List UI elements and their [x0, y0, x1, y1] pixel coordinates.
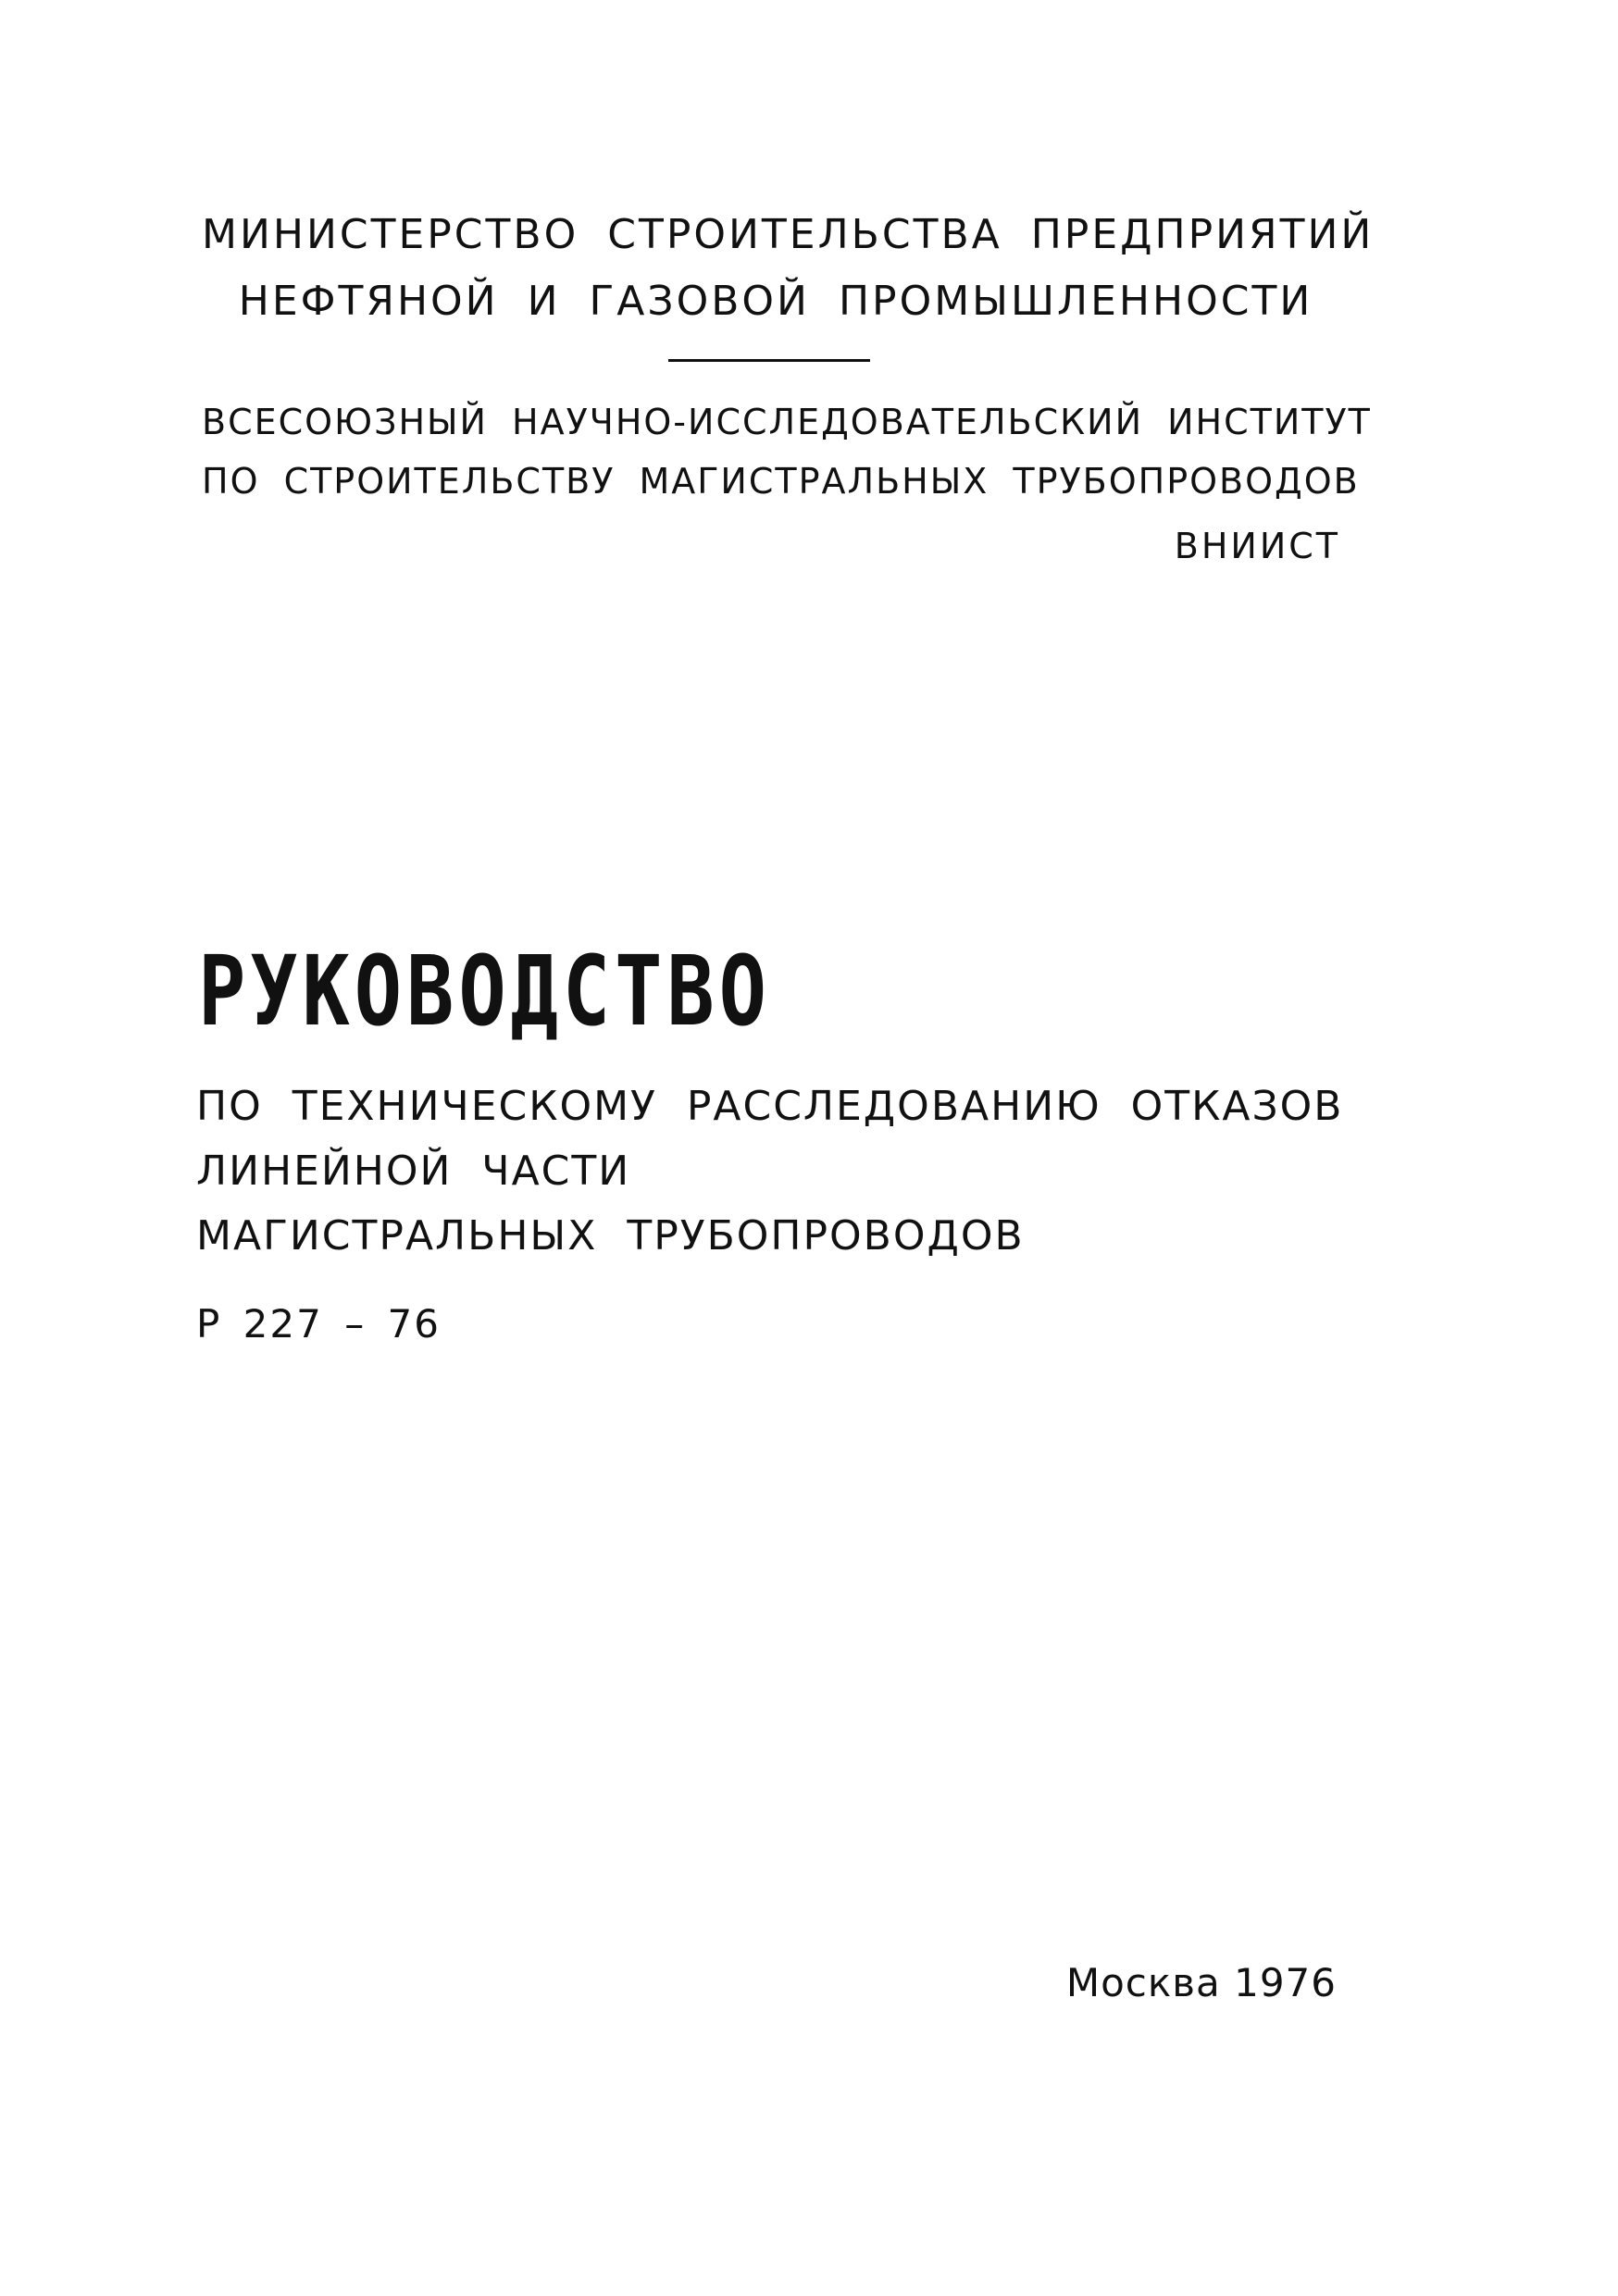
document-subtitle-line-1: ПО ТЕХНИЧЕСКОМУ РАССЛЕДОВАНИЮ ОТКАЗОВ: [196, 1083, 1344, 1130]
document-subtitle-line-2: ЛИНЕЙНОЙ ЧАСТИ: [196, 1148, 631, 1195]
document-title: РУКОВОДСТВО: [198, 935, 771, 1048]
document-subtitle-line-3: МАГИСТРАЛЬНЫХ ТРУБОПРОВОДОВ: [196, 1212, 1025, 1260]
institute-name-line-2: ПО СТРОИТЕЛЬСТВУ МАГИСТРАЛЬНЫХ ТРУБОПРОВОДОВ: [202, 461, 1360, 502]
institute-name-line-1: ВСЕСОЮЗНЫЙ НАУЧНО-ИССЛЕДОВАТЕЛЬСКИЙ ИНСТИТУТ: [202, 402, 1372, 442]
header-divider: [668, 359, 870, 362]
document-code: Р 227 – 76: [196, 1301, 441, 1347]
ministry-name-line-2: НЕФТЯНОЙ И ГАЗОВОЙ ПРОМЫШЛЕННОСТИ: [238, 278, 1313, 325]
ministry-name-line-1: МИНИСТЕРСТВО СТРОИТЕЛЬСТВА ПРЕДПРИЯТИЙ: [202, 211, 1375, 258]
publication-imprint: Москва 1976: [1065, 1960, 1337, 2005]
institute-abbreviation: ВНИИСТ: [1174, 526, 1340, 566]
